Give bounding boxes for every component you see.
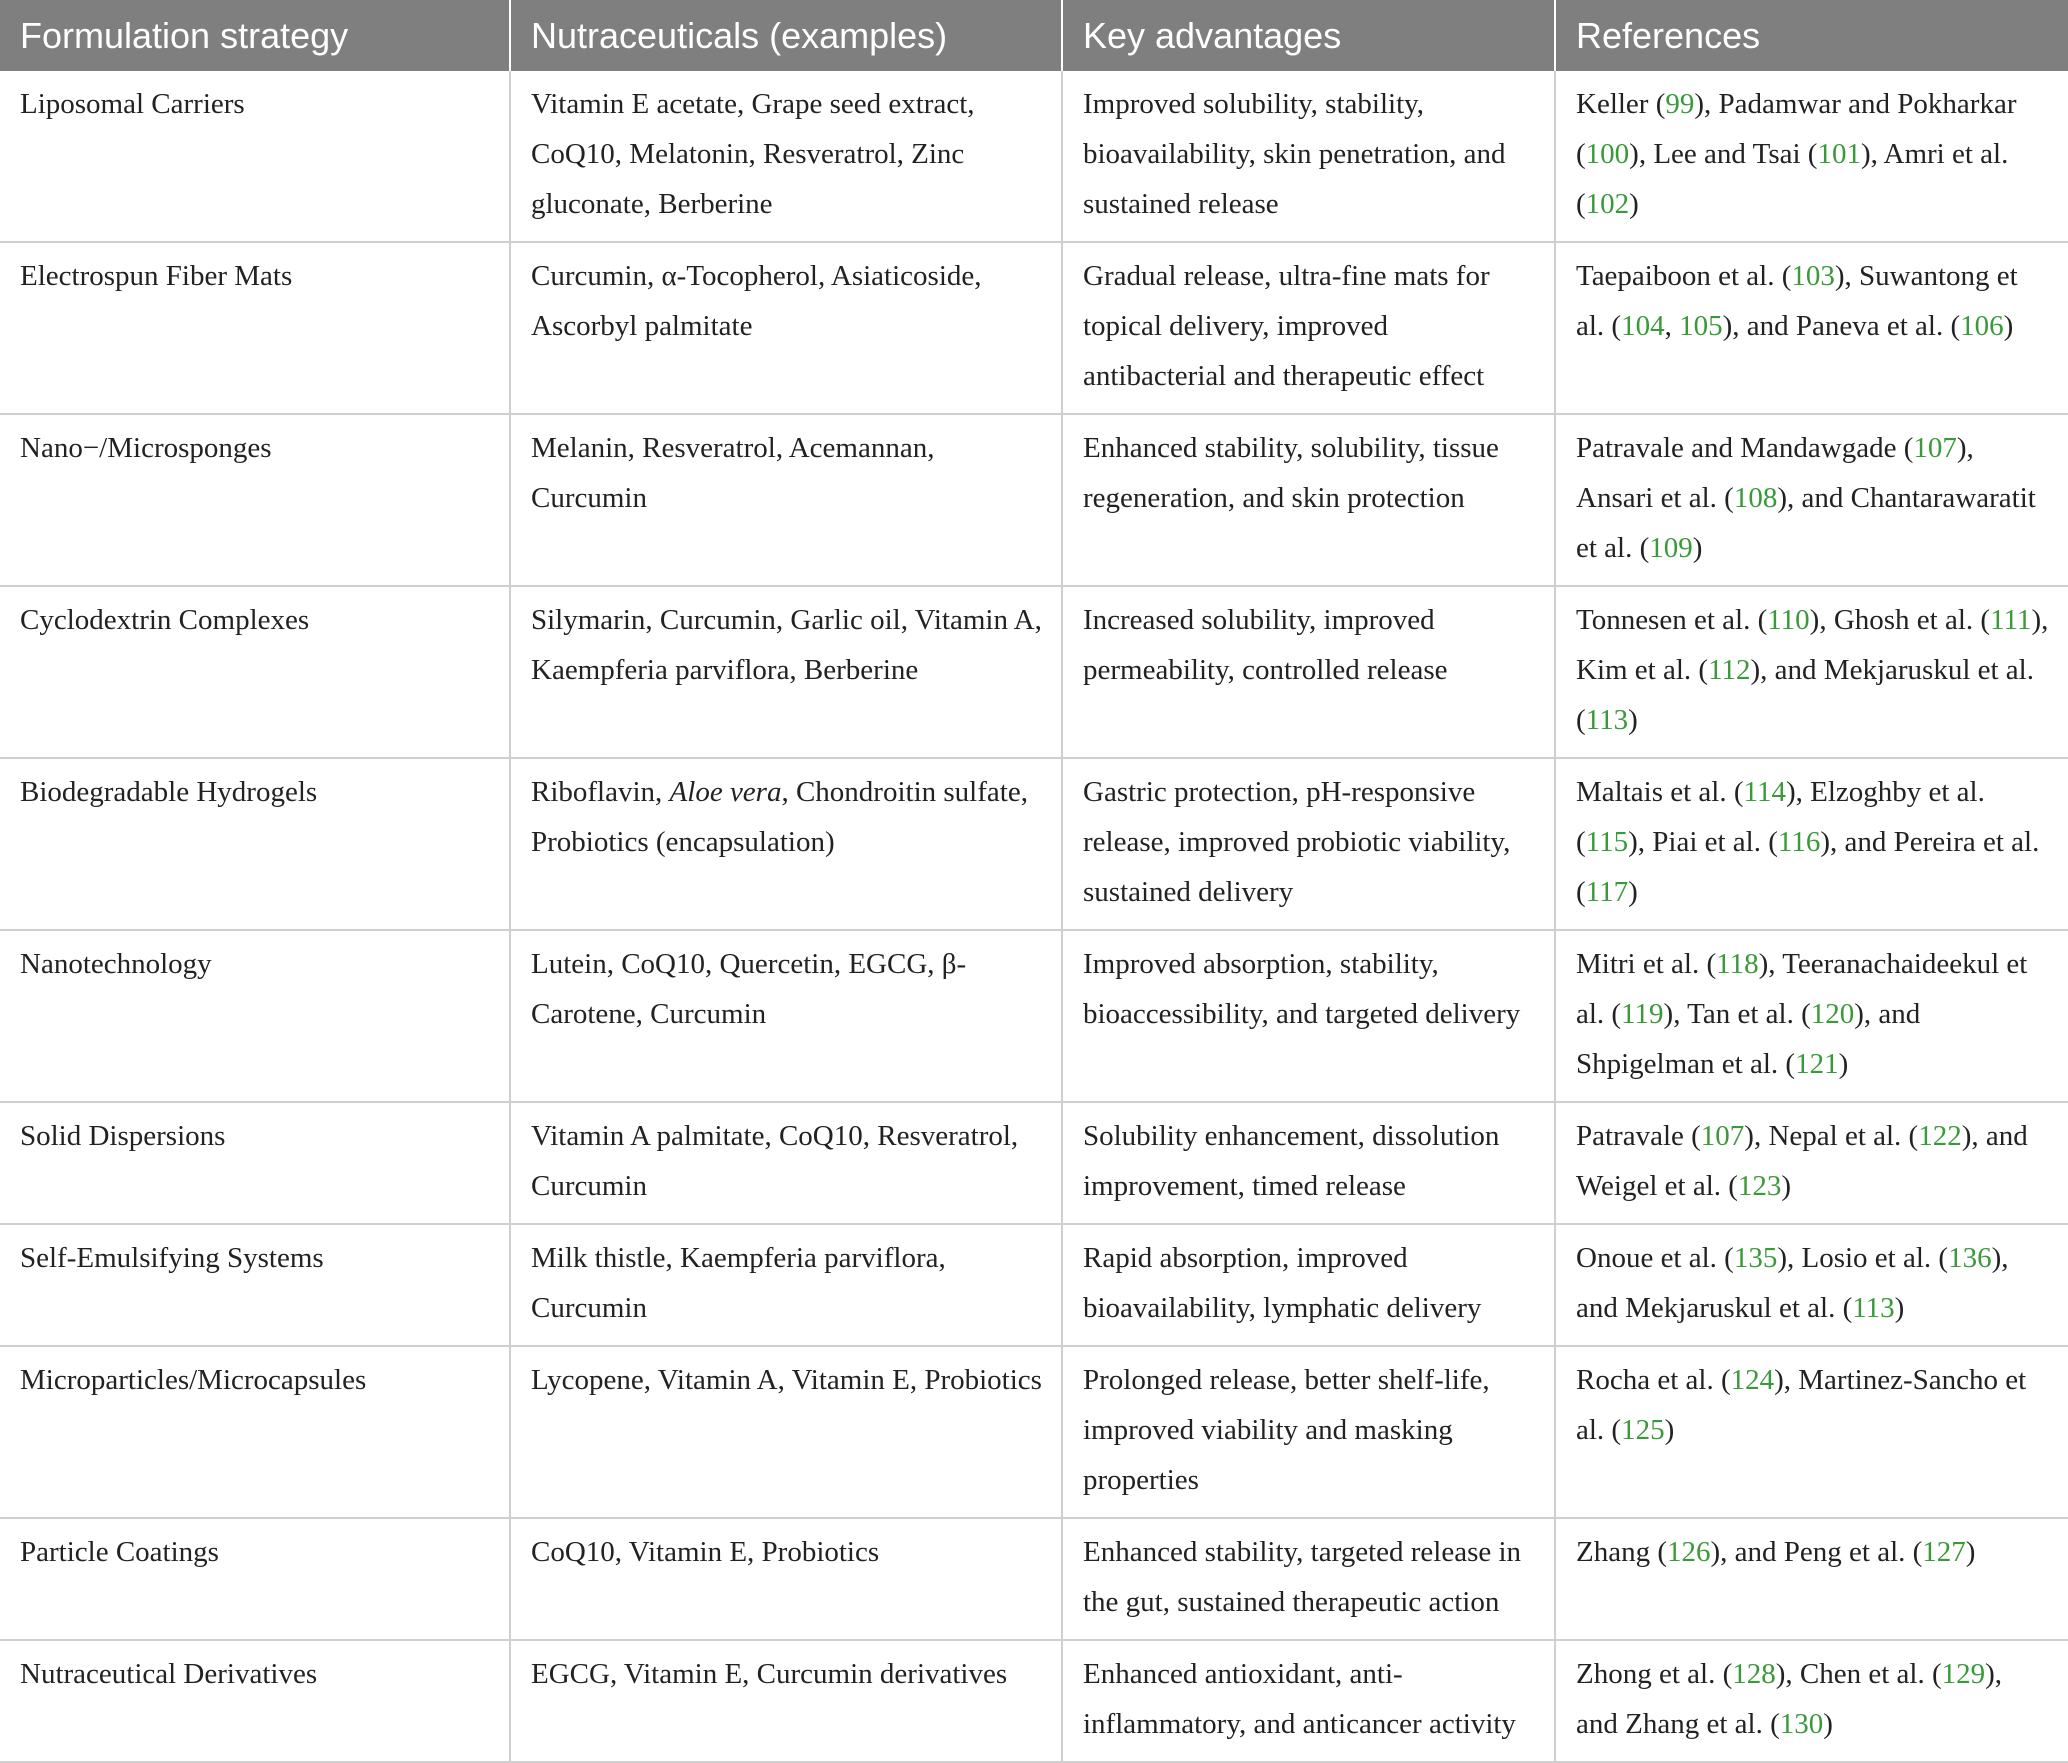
table-row bbox=[0, 586, 2068, 758]
reference-text: ), and Mekjaruskul et al. ( bbox=[1576, 1242, 2009, 1324]
strategy-cell: Liposomal Carriers bbox=[0, 71, 510, 242]
reference-link[interactable]: 101 bbox=[1817, 138, 1861, 170]
reference-text: ), Amri et al. ( bbox=[1576, 138, 2009, 220]
reference-link[interactable]: 104 bbox=[1621, 310, 1665, 342]
strategy-cell: Electrospun Fiber Mats bbox=[0, 242, 510, 414]
reference-link[interactable]: 118 bbox=[1716, 948, 1759, 980]
references-cell bbox=[1555, 414, 2068, 586]
reference-link[interactable]: 130 bbox=[1779, 1708, 1824, 1740]
reference-link[interactable]: 121 bbox=[1795, 1048, 1839, 1080]
nutraceuticals-cell: Milk thistle, Kaempferia parviflora, Curcumin bbox=[510, 1224, 1062, 1346]
reference-text: ), and Weigel et al. ( bbox=[1576, 1120, 2028, 1202]
advantages-cell: Increased solubility, improved permeability, controlled release bbox=[1062, 586, 1555, 758]
reference-link[interactable]: 120 bbox=[1810, 998, 1855, 1030]
reference-link[interactable]: 113 bbox=[1585, 704, 1629, 736]
reference-text: ) bbox=[1965, 1536, 1976, 1568]
table-row bbox=[0, 1346, 2068, 1518]
reference-link[interactable]: 136 bbox=[1948, 1242, 1992, 1274]
reference-text: ), Martinez-Sancho et al. ( bbox=[1576, 1364, 2027, 1446]
reference-text: Rocha et al. ( bbox=[1576, 1364, 1731, 1396]
reference-text: ), Tan et al. ( bbox=[1663, 998, 1811, 1030]
reference-link[interactable]: 99 bbox=[1665, 88, 1695, 120]
references-cell bbox=[1555, 930, 2068, 1102]
reference-text: Patravale ( bbox=[1576, 1120, 1701, 1152]
advantages-cell: Gastric protection, pH-responsive release, improved probiotic viability, sustained delivery bbox=[1062, 758, 1555, 930]
reference-text: ), Elzoghby et al. ( bbox=[1576, 776, 1985, 858]
nutraceuticals-cell: Lycopene, Vitamin A, Vitamin E, Probiotics bbox=[510, 1346, 1062, 1518]
advantages-cell: Improved absorption, stability, bioaccessibility, and targeted delivery bbox=[1062, 930, 1555, 1102]
reference-link[interactable]: 117 bbox=[1585, 876, 1629, 908]
reference-text: ), and Mekjaruskul et al. ( bbox=[1576, 654, 2034, 736]
reference-text: ) bbox=[1628, 876, 1638, 908]
reference-link[interactable]: 135 bbox=[1733, 1242, 1778, 1274]
reference-text: Zhong et al. ( bbox=[1576, 1658, 1733, 1690]
nutraceuticals-text: Riboflavin, bbox=[531, 776, 670, 808]
reference-text: Onoue et al. ( bbox=[1576, 1242, 1734, 1274]
references-cell bbox=[1555, 758, 2068, 930]
header-formulation-strategy: Formulation strategy bbox=[0, 0, 510, 71]
nutraceuticals-cell: Silymarin, Curcumin, Garlic oil, Vitamin A, Kaempferia parviflora, Berberine bbox=[510, 586, 1062, 758]
advantages-cell: Prolonged release, better shelf-life, improved viability and masking properties bbox=[1062, 1346, 1555, 1518]
reference-text: ), Nepal et al. ( bbox=[1744, 1120, 1919, 1152]
strategy-cell: Microparticles/Microcapsules bbox=[0, 1346, 510, 1518]
reference-text: Maltais et al. ( bbox=[1576, 776, 1744, 808]
reference-text: ), and Zhang et al. ( bbox=[1576, 1658, 2003, 1740]
strategy-cell: Solid Dispersions bbox=[0, 1102, 510, 1224]
strategy-cell: Biodegradable Hydrogels bbox=[0, 758, 510, 930]
references-cell bbox=[1555, 1346, 2068, 1518]
reference-link[interactable]: 127 bbox=[1922, 1536, 1966, 1568]
strategy-cell: Self-Emulsifying Systems bbox=[0, 1224, 510, 1346]
reference-link[interactable]: 110 bbox=[1767, 604, 1810, 636]
italic-species-name: Aloe vera bbox=[669, 776, 782, 808]
reference-text: ), Kim et al. ( bbox=[1576, 604, 2049, 686]
references-cell bbox=[1555, 1224, 2068, 1346]
reference-link[interactable]: 129 bbox=[1941, 1658, 1986, 1690]
reference-link[interactable]: 112 bbox=[1708, 654, 1751, 686]
advantages-cell: Solubility enhancement, dissolution improvement, timed release bbox=[1062, 1102, 1555, 1224]
advantages-cell: Improved solubility, stability, bioavailability, skin penetration, and sustained release bbox=[1062, 71, 1555, 242]
table-row bbox=[0, 414, 2068, 586]
reference-text: Zhang ( bbox=[1576, 1536, 1667, 1568]
reference-link[interactable]: 126 bbox=[1667, 1536, 1711, 1568]
references-cell bbox=[1555, 1102, 2068, 1224]
reference-text: ) bbox=[1664, 1414, 1675, 1446]
reference-link[interactable]: 102 bbox=[1585, 188, 1630, 220]
references-cell bbox=[1555, 1518, 2068, 1640]
strategy-cell: Cyclodextrin Complexes bbox=[0, 586, 510, 758]
reference-text: ) bbox=[1823, 1708, 1833, 1740]
advantages-cell: Enhanced stability, targeted release in the gut, sustained therapeutic action bbox=[1062, 1518, 1555, 1640]
reference-text: ) bbox=[2003, 310, 2014, 342]
table-row bbox=[0, 930, 2068, 1102]
reference-text: ), and Chantarawaratit et al. ( bbox=[1576, 482, 2036, 564]
reference-text: Tonnesen et al. ( bbox=[1576, 604, 1768, 636]
reference-link[interactable]: 113 bbox=[1852, 1292, 1895, 1324]
reference-link[interactable]: 123 bbox=[1737, 1170, 1782, 1202]
reference-link[interactable]: 107 bbox=[1913, 432, 1957, 464]
nutraceuticals-cell: Melanin, Resveratrol, Acemannan, Curcumin bbox=[510, 414, 1062, 586]
reference-text: ), Lee and Tsai ( bbox=[1629, 138, 1818, 170]
advantages-cell: Gradual release, ultra-fine mats for topical delivery, improved antibacterial and therapeutic effect bbox=[1062, 242, 1555, 414]
reference-text: ), and Peng et al. ( bbox=[1710, 1536, 1923, 1568]
reference-text: ) bbox=[1629, 188, 1639, 220]
header-key-advantages: Key advantages bbox=[1062, 0, 1555, 71]
nutraceuticals-cell: Vitamin A palmitate, CoQ10, Resveratrol, Curcumin bbox=[510, 1102, 1062, 1224]
reference-link[interactable]: 100 bbox=[1585, 138, 1630, 170]
reference-text: ), and Paneva et al. ( bbox=[1722, 310, 1961, 342]
reference-link[interactable]: 114 bbox=[1743, 776, 1786, 808]
strategy-cell: Nano−/Microsponges bbox=[0, 414, 510, 586]
table-row bbox=[0, 242, 2068, 414]
reference-text: ) bbox=[1781, 1170, 1792, 1202]
reference-text: ), Ghosh et al. ( bbox=[1809, 604, 1991, 636]
nutraceuticals-cell: Curcumin, α-Tocopherol, Asiaticoside, Ascorbyl palmitate bbox=[510, 242, 1062, 414]
reference-text: ), and Shpigelman et al. ( bbox=[1576, 998, 1921, 1080]
reference-link[interactable]: 119 bbox=[1621, 998, 1664, 1030]
reference-link[interactable]: 111 bbox=[1990, 604, 2032, 636]
header-nutraceuticals: Nutraceuticals (examples) bbox=[510, 0, 1062, 71]
reference-text: ) bbox=[1628, 704, 1638, 736]
strategy-cell: Particle Coatings bbox=[0, 1518, 510, 1640]
table-body bbox=[0, 71, 2068, 1762]
reference-link[interactable]: 122 bbox=[1918, 1120, 1962, 1152]
reference-link[interactable]: 106 bbox=[1960, 310, 2004, 342]
nutraceuticals-text: , Chondroitin sulfate, Probiotics (encapsulation) bbox=[531, 776, 1028, 858]
reference-text: Keller ( bbox=[1576, 88, 1666, 120]
advantages-cell: Enhanced antioxidant, anti-inflammatory, and anticancer activity bbox=[1062, 1640, 1555, 1762]
references-cell bbox=[1555, 242, 2068, 414]
reference-link[interactable]: 115 bbox=[1585, 826, 1629, 858]
nutraceuticals-cell: Lutein, CoQ10, Quercetin, EGCG, β-Carotene, Curcumin bbox=[510, 930, 1062, 1102]
references-cell bbox=[1555, 1640, 2068, 1762]
table-row bbox=[0, 1102, 2068, 1224]
reference-text: ) bbox=[1692, 532, 1703, 564]
reference-link[interactable]: 125 bbox=[1621, 1414, 1665, 1446]
reference-link[interactable]: 116 bbox=[1777, 826, 1821, 858]
reference-text: Taepaiboon et al. ( bbox=[1576, 260, 1792, 292]
reference-text: ), Chen et al. ( bbox=[1775, 1658, 1942, 1690]
reference-link[interactable]: 107 bbox=[1700, 1120, 1745, 1152]
table-row bbox=[0, 1518, 2068, 1640]
reference-text: ) bbox=[1838, 1048, 1849, 1080]
reference-text: ), and Pereira et al. ( bbox=[1576, 826, 2040, 908]
reference-text: , bbox=[1664, 310, 1680, 342]
strategy-cell: Nanotechnology bbox=[0, 930, 510, 1102]
reference-link[interactable]: 105 bbox=[1679, 310, 1723, 342]
header-row bbox=[0, 0, 2068, 71]
reference-text: ), Ansari et al. ( bbox=[1576, 432, 1974, 514]
reference-link[interactable]: 108 bbox=[1733, 482, 1778, 514]
nutraceuticals-cell: Vitamin E acetate, Grape seed extract, CoQ10, Melatonin, Resveratrol, Zinc gluconate, Berberine bbox=[510, 71, 1062, 242]
reference-link[interactable]: 128 bbox=[1732, 1658, 1776, 1690]
table-row bbox=[0, 758, 2068, 930]
reference-text: ), Losio et al. ( bbox=[1777, 1242, 1949, 1274]
reference-text: ), Teeranachaideekul et al. ( bbox=[1576, 948, 2028, 1030]
advantages-cell: Rapid absorption, improved bioavailability, lymphatic delivery bbox=[1062, 1224, 1555, 1346]
reference-text: ), Padamwar and Pokharkar ( bbox=[1576, 88, 2017, 170]
reference-text: Mitri et al. ( bbox=[1576, 948, 1717, 980]
header-references: References bbox=[1555, 0, 2068, 71]
table-row bbox=[0, 1640, 2068, 1762]
advantages-cell: Enhanced stability, solubility, tissue regeneration, and skin protection bbox=[1062, 414, 1555, 586]
reference-text: ), Suwantong et al. ( bbox=[1576, 260, 2018, 342]
table-row bbox=[0, 71, 2068, 242]
table-header bbox=[0, 0, 2068, 71]
reference-text: ), Piai et al. ( bbox=[1628, 826, 1778, 858]
reference-link[interactable]: 124 bbox=[1730, 1364, 1775, 1396]
reference-text: Patravale and Mandawgade ( bbox=[1576, 432, 1914, 464]
reference-text: ) bbox=[1894, 1292, 1905, 1324]
nutraceuticals-cell: EGCG, Vitamin E, Curcumin derivatives bbox=[510, 1640, 1062, 1762]
strategy-cell: Nutraceutical Derivatives bbox=[0, 1640, 510, 1762]
reference-link[interactable]: 109 bbox=[1649, 532, 1693, 564]
references-cell bbox=[1555, 586, 2068, 758]
table-row bbox=[0, 1224, 2068, 1346]
references-cell bbox=[1555, 71, 2068, 242]
reference-link[interactable]: 103 bbox=[1791, 260, 1835, 292]
nutraceuticals-cell bbox=[510, 758, 1062, 930]
nutraceuticals-cell: CoQ10, Vitamin E, Probiotics bbox=[510, 1518, 1062, 1640]
